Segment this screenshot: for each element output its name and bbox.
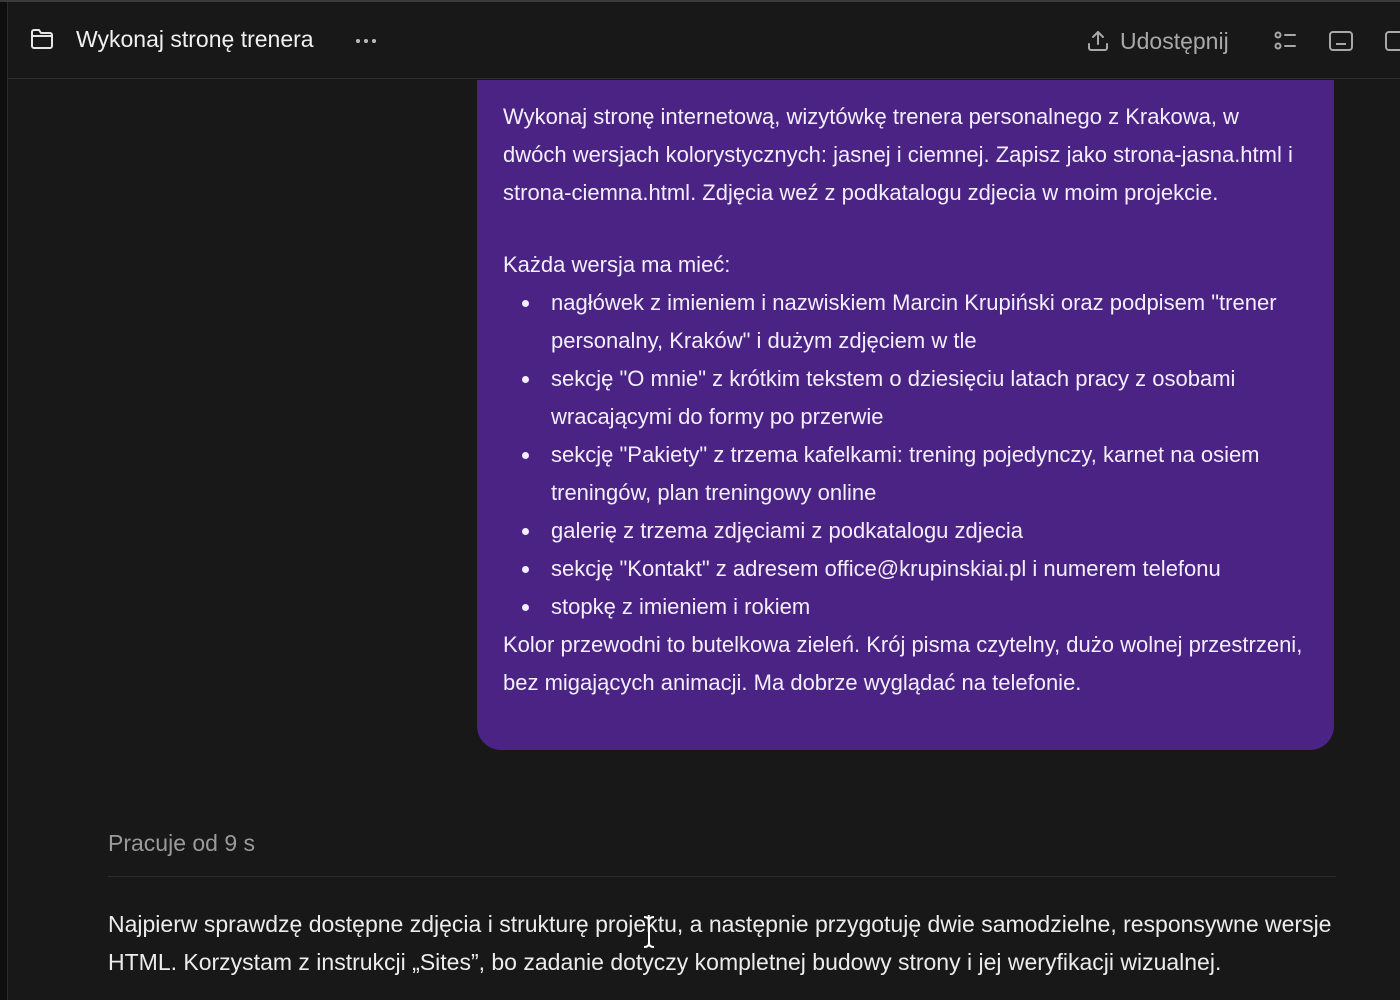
list-item: stopkę z imieniem i rokiem [551, 588, 1308, 626]
top-bar [8, 2, 1400, 79]
requirements-list [503, 284, 1308, 626]
share-button[interactable] [1086, 24, 1229, 58]
panel-right-icon[interactable] [1384, 29, 1400, 53]
list-item: galerię z trzema zdjęciami z podkatalogu zdjecia [551, 512, 1308, 550]
chat-title[interactable]: Wykonaj stronę trenera [76, 26, 314, 52]
user-message-closing: Kolor przewodni to butelkowa zieleń. Krój pisma czytelny, dużo wolnej przestrzeni, bez migających animacji. Ma dobrze wyglądać na telefonie. [503, 632, 1303, 695]
sidebar-edge [0, 2, 8, 1000]
assistant-message: Najpierw sprawdzę dostępne zdjęcia i strukturę projektu, a następnie przygotuję dwie samodzielne, responsywne wersje HTML. Korzystam z instrukcji „Sites”, bo zadanie dotyczy kompletnej budowy strony i jej weryfikacji wizualnej. [108, 911, 1332, 975]
user-message-list-intro: Każda wersja ma mieć: [503, 252, 731, 277]
share-label: Udostępnij [1120, 27, 1229, 54]
list-item: nagłówek z imieniem i nazwiskiem Marcin Krupiński oraz podpisem "trener personalny, Kraków" i dużym zdjęciem w tle [551, 284, 1308, 360]
more-horizontal-icon[interactable] [352, 24, 380, 52]
list-item: sekcję "O mnie" z krótkim tekstem o dziesięciu latach pracy z osobami wracającymi do formy po przerwie [551, 360, 1308, 436]
list-item: sekcję "Pakiety" z trzema kafelkami: trening pojedynczy, karnet na osiem treningów, plan treningowy online [551, 436, 1308, 512]
list-item: sekcję "Kontakt" z adresem office@krupinskiai.pl i numerem telefonu [551, 550, 1308, 588]
working-status[interactable]: Pracuje od 9 s [108, 830, 256, 856]
user-message-bubble [477, 80, 1334, 750]
text-cursor-icon [642, 915, 656, 949]
share-upload-icon [1086, 29, 1110, 53]
panel-bottom-icon[interactable] [1328, 29, 1354, 53]
checklist-icon[interactable] [1273, 29, 1299, 53]
divider [108, 876, 1336, 877]
user-message-intro: Wykonaj stronę internetową, wizytówkę trenera personalnego z Krakowa, w dwóch wersjach kolorystycznych: jasnej i ciemnej. Zapisz jako strona-jasna.html i strona-ciemna.html. Zdjęcia weź z podkatalogu zdjecia w moim projekcie. [503, 104, 1293, 205]
folder-icon [30, 28, 54, 50]
